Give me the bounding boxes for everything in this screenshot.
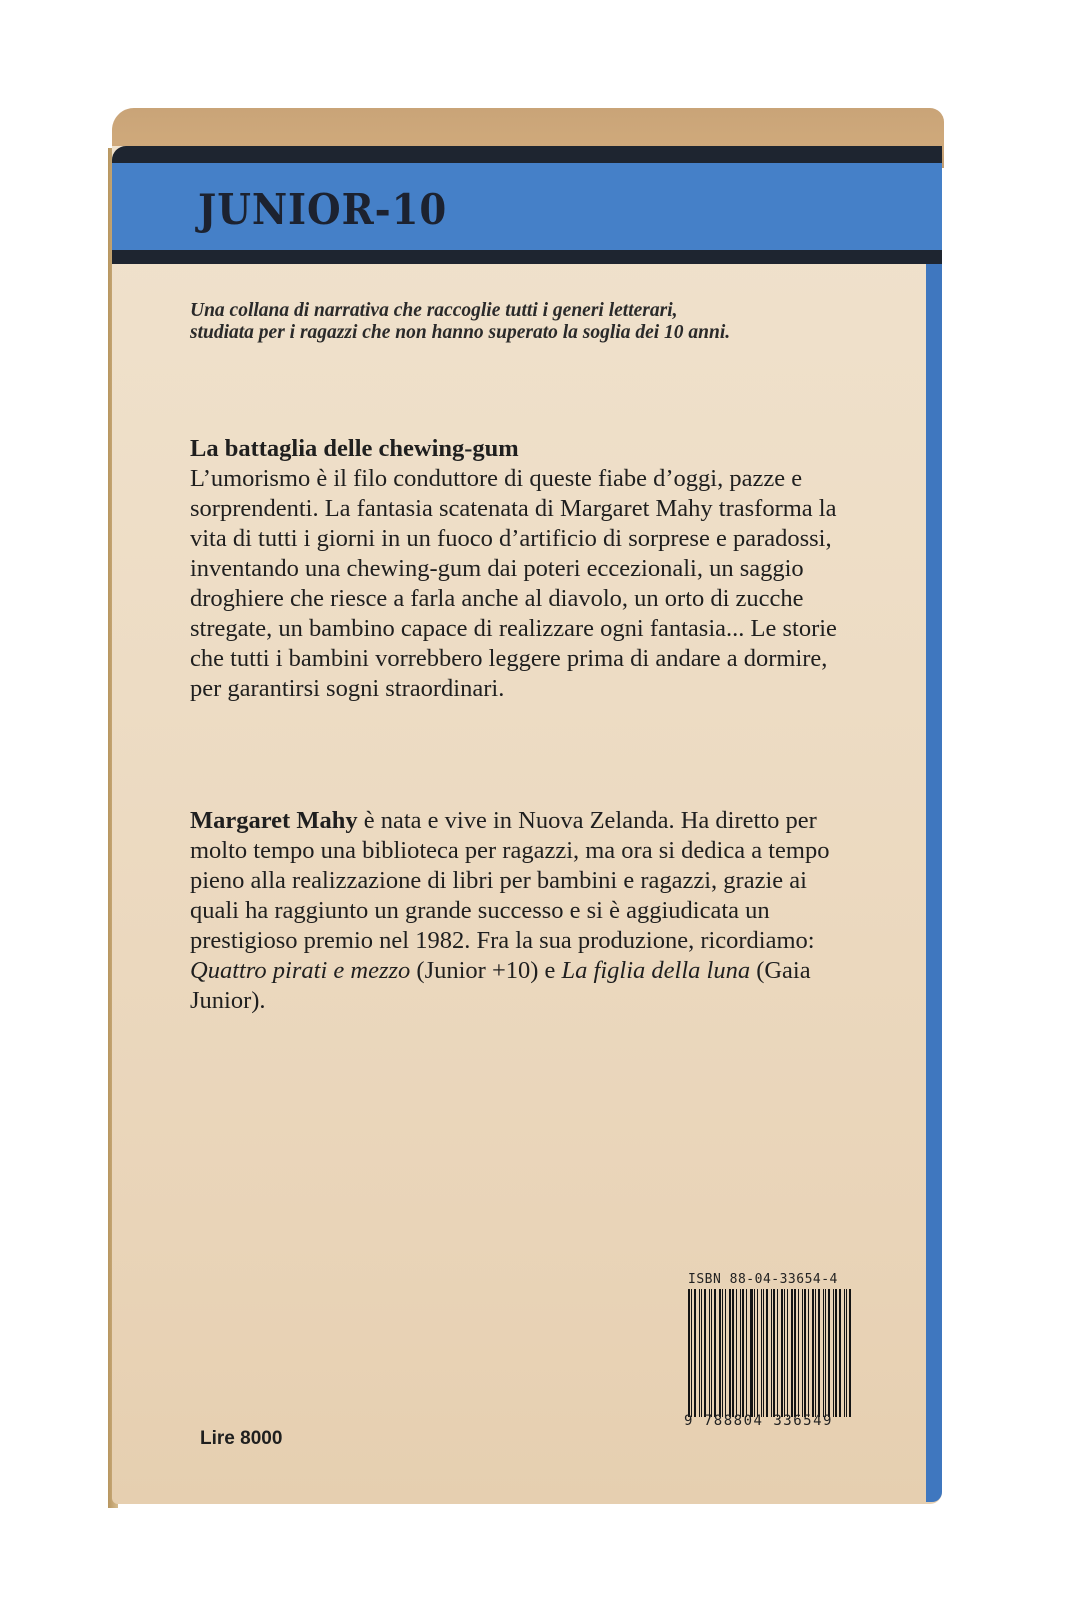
barcode-bar	[711, 1289, 712, 1417]
series-tagline	[190, 300, 850, 344]
barcode-bar	[828, 1289, 830, 1417]
barcode-bar	[804, 1289, 806, 1417]
barcode-bar	[781, 1289, 783, 1417]
barcode-bar	[714, 1289, 717, 1417]
barcode-bar	[823, 1289, 824, 1417]
barcode-bar	[757, 1289, 759, 1417]
bio-text: è nata e vive in Nuova Zelanda. Ha diretto per molto tempo una biblioteca per ragazzi, ma ora si dedica a tempo pieno alla realizzazione di libri per bambini e ragazzi, grazie ai quali ha raggiunto un grande successo e si è aggiudicata un prestigioso premio nel 1982. Fra la sua produzione, ricordiamo:	[190, 807, 830, 954]
price-label: Lire 8000	[200, 1428, 283, 1449]
author-bio	[190, 806, 850, 1016]
series-title: JUNIOR-10	[198, 185, 448, 234]
barcode-bar	[688, 1289, 690, 1417]
barcode-bar	[835, 1289, 837, 1417]
work-title: La figlia della luna	[561, 957, 751, 984]
barcode-bar	[815, 1289, 816, 1417]
barcode-bar	[742, 1289, 744, 1417]
barcode-bar	[732, 1289, 735, 1417]
header-band	[112, 163, 942, 251]
barcode-bar	[844, 1289, 845, 1417]
barcode-bar	[761, 1289, 762, 1417]
barcode-bar	[802, 1289, 803, 1417]
barcode-bar	[699, 1289, 700, 1417]
barcode-bar	[777, 1289, 778, 1417]
barcode-digits: 9 788804 336549	[684, 1413, 833, 1429]
barcode-bar	[709, 1289, 710, 1417]
barcode-bar	[833, 1289, 834, 1417]
barcode-bar	[701, 1289, 702, 1417]
barcode-bar	[754, 1289, 755, 1417]
barcode-bar	[725, 1289, 726, 1417]
barcode-bar	[691, 1289, 692, 1417]
barcode-bar	[736, 1289, 737, 1417]
isbn-label: ISBN 88-04-33654-4	[688, 1272, 838, 1287]
barcode-bar	[771, 1289, 772, 1417]
barcode-bar	[740, 1289, 741, 1417]
isbn-block	[684, 1272, 854, 1429]
barcode-bar	[787, 1289, 788, 1417]
barcode-bar	[825, 1289, 826, 1417]
barcode-bar	[763, 1289, 764, 1417]
barcode-bar	[773, 1289, 776, 1417]
cover-panel	[112, 146, 942, 1504]
barcode-bar	[729, 1289, 731, 1417]
barcode-bar	[818, 1289, 821, 1417]
barcode-bar	[750, 1289, 753, 1417]
barcode-bar	[704, 1289, 706, 1417]
tagline-line: studiata per i ragazzi che non hanno superato la soglia dei 10 anni.	[190, 322, 731, 343]
spine-strip	[926, 146, 942, 1502]
barcode-bar	[791, 1289, 793, 1417]
author-name: Margaret Mahy	[190, 807, 358, 834]
barcode-bar	[694, 1289, 697, 1417]
barcode-bar	[766, 1289, 768, 1417]
barcode-bar	[798, 1289, 799, 1417]
barcode	[684, 1289, 854, 1417]
header-band-top-line	[112, 146, 942, 163]
barcode-bar	[784, 1289, 785, 1417]
book-title: La battaglia delle chewing-gum	[190, 435, 519, 462]
barcode-bar	[746, 1289, 747, 1417]
barcode-bar	[846, 1289, 847, 1417]
barcode-bar	[719, 1289, 721, 1417]
barcode-bar	[849, 1289, 851, 1417]
barcode-bar	[794, 1289, 797, 1417]
work-title: Quattro pirati e mezzo	[190, 957, 411, 984]
barcode-bar	[839, 1289, 842, 1417]
tagline-line: Una collana di narrativa che raccoglie tutti i generi letterari,	[190, 300, 678, 321]
header-band-bottom-line	[112, 250, 942, 264]
book-back-cover	[108, 108, 946, 1508]
barcode-bar	[808, 1289, 809, 1417]
barcode-bar	[812, 1289, 814, 1417]
bio-text: (Junior +10) e	[410, 957, 562, 984]
synopsis	[190, 434, 850, 704]
bio-text: (Gaia Junior).	[190, 957, 811, 1014]
barcode-bar	[722, 1289, 723, 1417]
synopsis-text: L’umorismo è il filo conduttore di queste fiabe d’oggi, pazze e sorprendenti. La fantasia scatenata di Margaret Mahy trasforma la vita di tutti i giorni in un fuoco d’artificio di sorprese e paradossi, inventando una chewing-gum dai poteri eccezionali, un saggio droghiere che riesce a farla anche al diavolo, un orto di zucche stregate, un bambino capace di realizzare ogni fantasia... Le storie che tutti i bambini vorrebbero leggere prima di andare a dormire, per garantirsi sogni straordinari.	[190, 465, 837, 702]
